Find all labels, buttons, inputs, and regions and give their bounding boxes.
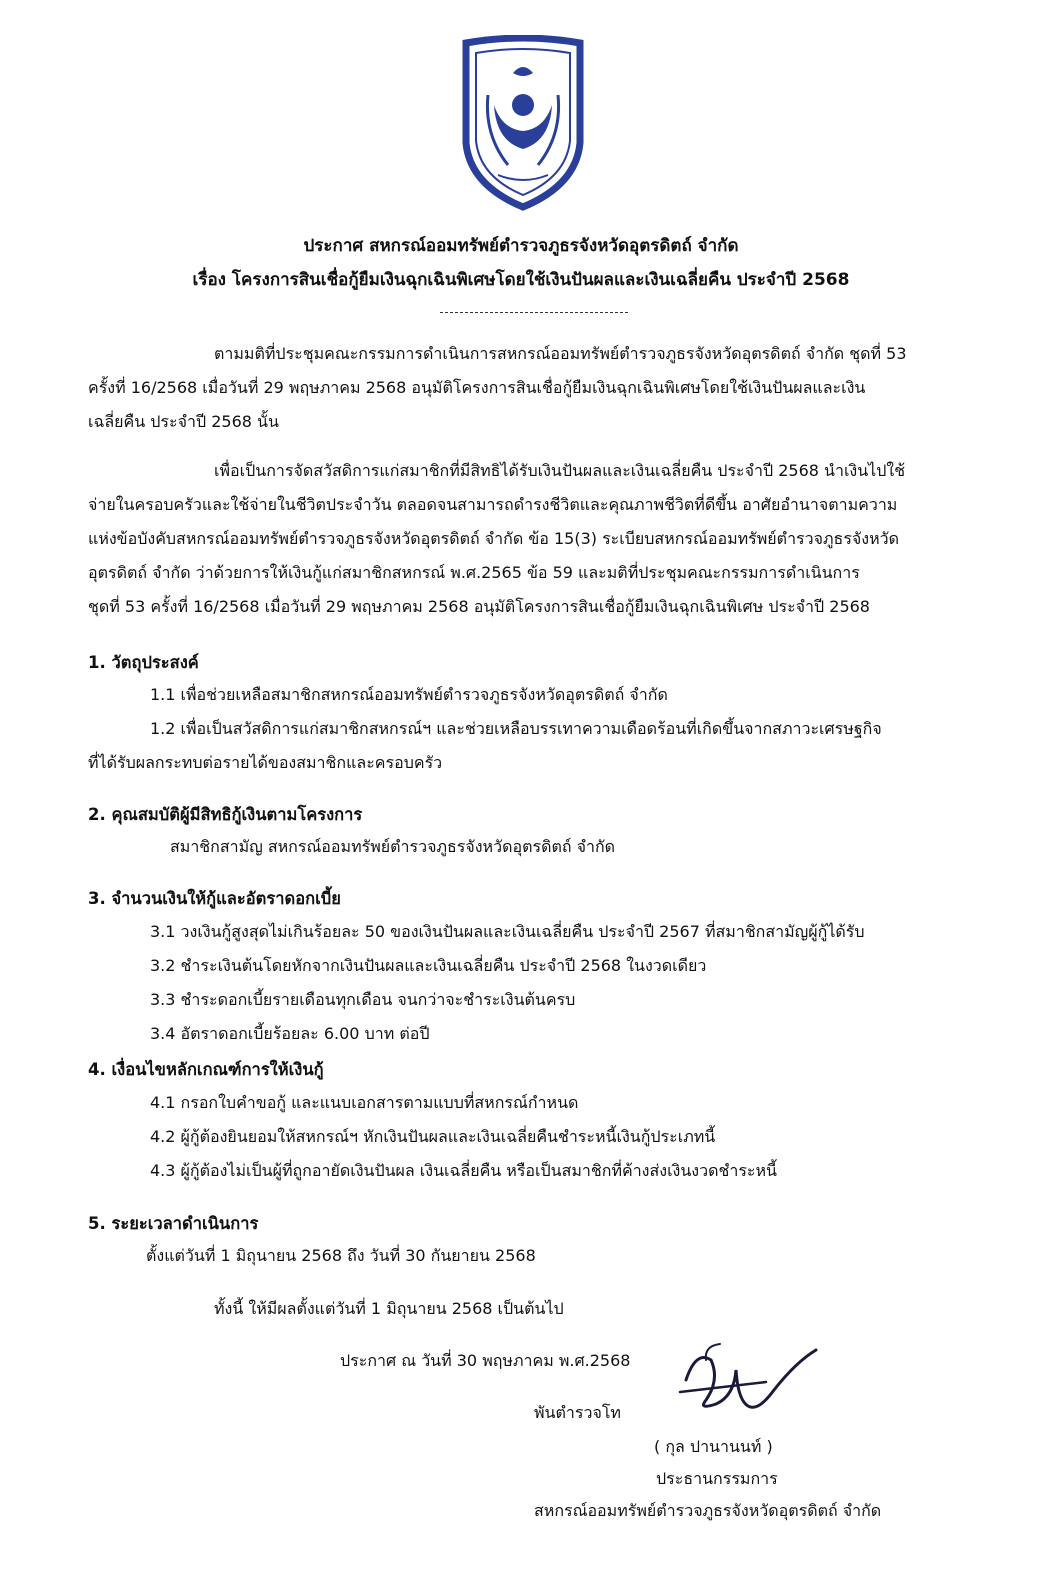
intro-p2-line-5: ชุดที่ 53 ครั้งที่ 16/2568 เมื่อวันที่ 29 พฤษภาคม 2568 อนุมัติโครงการสินเชื่อกู้ยืมเงินฉุกเฉินพิเศษ ประจำปี 2568	[88, 597, 870, 616]
intro-p1-line-1: ตามมติที่ประชุมคณะกรรมการดำเนินการสหกรณ์ออมทรัพย์ตำรวจภูธรจังหวัดอุตรดิตถ์ จำกัด ชุดที่ 53	[214, 344, 907, 363]
section-3-heading: 3. จำนวนเงินให้กู้และอัตราดอกเบี้ย	[88, 889, 341, 908]
section-4-item-2: 4.2 ผู้กู้ต้องยินยอมให้สหกรณ์ฯ หักเงินปันผลและเงินเฉลี่ยคืนชำระหนี้เงินกู้ประเภทนี้	[150, 1127, 716, 1146]
signer-name: ( กุล ปานานนท์ )	[654, 1437, 773, 1456]
announcement-date: ประกาศ ณ วันที่ 30 พฤษภาคม พ.ศ.2568	[340, 1351, 631, 1370]
signer-organization: สหกรณ์ออมทรัพย์ตำรวจภูธรจังหวัดอุตรดิตถ์ จำกัด	[534, 1501, 882, 1520]
intro-p1-line-3: เฉลี่ยคืน ประจำปี 2568 นั้น	[88, 412, 279, 431]
section-3-item-3: 3.3 ชำระดอกเบี้ยรายเดือนทุกเดือน จนกว่าจะชำระเงินต้นครบ	[150, 990, 576, 1009]
section-3-item-1: 3.1 วงเงินกู้สูงสุดไม่เกินร้อยละ 50 ของเงินปันผลและเงินเฉลี่ยคืน ประจำปี 2567 ที่สมาชิกสามัญผู้กู้ได้รับ	[150, 922, 865, 941]
section-1-heading: 1. วัตถุประสงค์	[88, 653, 199, 672]
section-4-item-3: 4.3 ผู้กู้ต้องไม่เป็นผู้ที่ถูกอายัดเงินปันผล เงินเฉลี่ยคืน หรือเป็นสมาชิกที่ค้างส่งเงินงวดชำระหนี้	[150, 1161, 777, 1180]
title-line-1: ประกาศ สหกรณ์ออมทรัพย์ตำรวจภูธรจังหวัดอุตรดิตถ์ จำกัด	[303, 236, 739, 256]
intro-p2-line-4: อุตรดิตถ์ จำกัด ว่าด้วยการให้เงินกู้แก่สมาชิกสหกรณ์ พ.ศ.2565 ข้อ 59 และมติที่ประชุมคณะกรรมการดำเนินการ	[88, 563, 860, 582]
section-2-heading: 2. คุณสมบัติผู้มีสิทธิกู้เงินตามโครงการ	[88, 805, 363, 824]
section-1-item-2-cont: ที่ได้รับผลกระทบต่อรายได้ของสมาชิกและครอบครัว	[88, 753, 443, 772]
effective-date: ทั้งนี้ ให้มีผลตั้งแต่วันที่ 1 มิถุนายน 2568 เป็นต้นไป	[214, 1299, 564, 1318]
signer-rank: พันตำรวจโท	[534, 1403, 621, 1422]
section-4-item-1: 4.1 กรอกใบคำขอกู้ และแนบเอกสารตามแบบที่สหกรณ์กำหนด	[150, 1093, 579, 1112]
title-line-2: เรื่อง โครงการสินเชื่อกู้ยืมเงินฉุกเฉินพิเศษโดยใช้เงินปันผลและเงินเฉลี่ยคืน ประจำปี 2568	[192, 270, 850, 290]
section-5-heading: 5. ระยะเวลาดำเนินการ	[88, 1214, 259, 1233]
intro-p1-line-2: ครั้งที่ 16/2568 เมื่อวันที่ 29 พฤษภาคม 2568 อนุมัติโครงการสินเชื่อกู้ยืมเงินฉุกเฉินพิเศษโดยใช้เงินปันผลและเงิน	[88, 378, 866, 397]
signer-position: ประธานกรรมการ	[656, 1469, 778, 1488]
cooperative-logo	[458, 35, 588, 213]
section-5-item-1: ตั้งแต่วันที่ 1 มิถุนายน 2568 ถึง วันที่ 30 กันยายน 2568	[146, 1246, 536, 1265]
intro-p2-line-2: จ่ายในครอบครัวและใช้จ่ายในชีวิตประจำวัน ตลอดจนสามารถดำรงชีวิตและคุณภาพชีวิตที่ดีขึ้น อาศัยอำนาจตามความ	[88, 495, 898, 514]
title-divider	[440, 312, 628, 313]
intro-p2-line-1: เพื่อเป็นการจัดสวัสดิการแก่สมาชิกที่มีสิทธิได้รับเงินปันผลและเงินเฉลี่ยคืน ประจำปี 2568 นำเงินไปใช้	[214, 461, 906, 480]
section-3-item-4: 3.4 อัตราดอกเบี้ยร้อยละ 6.00 บาท ต่อปี	[150, 1024, 430, 1043]
signature	[676, 1340, 826, 1428]
section-4-heading: 4. เงื่อนไขหลักเกณฑ์การให้เงินกู้	[88, 1060, 324, 1079]
section-3-item-2: 3.2 ชำระเงินต้นโดยหักจากเงินปันผลและเงินเฉลี่ยคืน ประจำปี 2568 ในงวดเดียว	[150, 956, 707, 975]
section-2-item-1: สมาชิกสามัญ สหกรณ์ออมทรัพย์ตำรวจภูธรจังหวัดอุตรดิตถ์ จำกัด	[170, 837, 616, 856]
intro-p2-line-3: แห่งข้อบังคับสหกรณ์ออมทรัพย์ตำรวจภูธรจังหวัดอุตรดิตถ์ จำกัด ข้อ 15(3) ระเบียบสหกรณ์ออมทรัพย์ตำรวจภูธรจังหวัด	[88, 529, 900, 548]
section-1-item-1: 1.1 เพื่อช่วยเหลือสมาชิกสหกรณ์ออมทรัพย์ตำรวจภูธรจังหวัดอุตรดิตถ์ จำกัด	[150, 685, 668, 704]
section-1-item-2: 1.2 เพื่อเป็นสวัสดิการแก่สมาชิกสหกรณ์ฯ และช่วยเหลือบรรเทาความเดือดร้อนที่เกิดขึ้นจากสภาวะเศรษฐกิจ	[150, 719, 882, 738]
